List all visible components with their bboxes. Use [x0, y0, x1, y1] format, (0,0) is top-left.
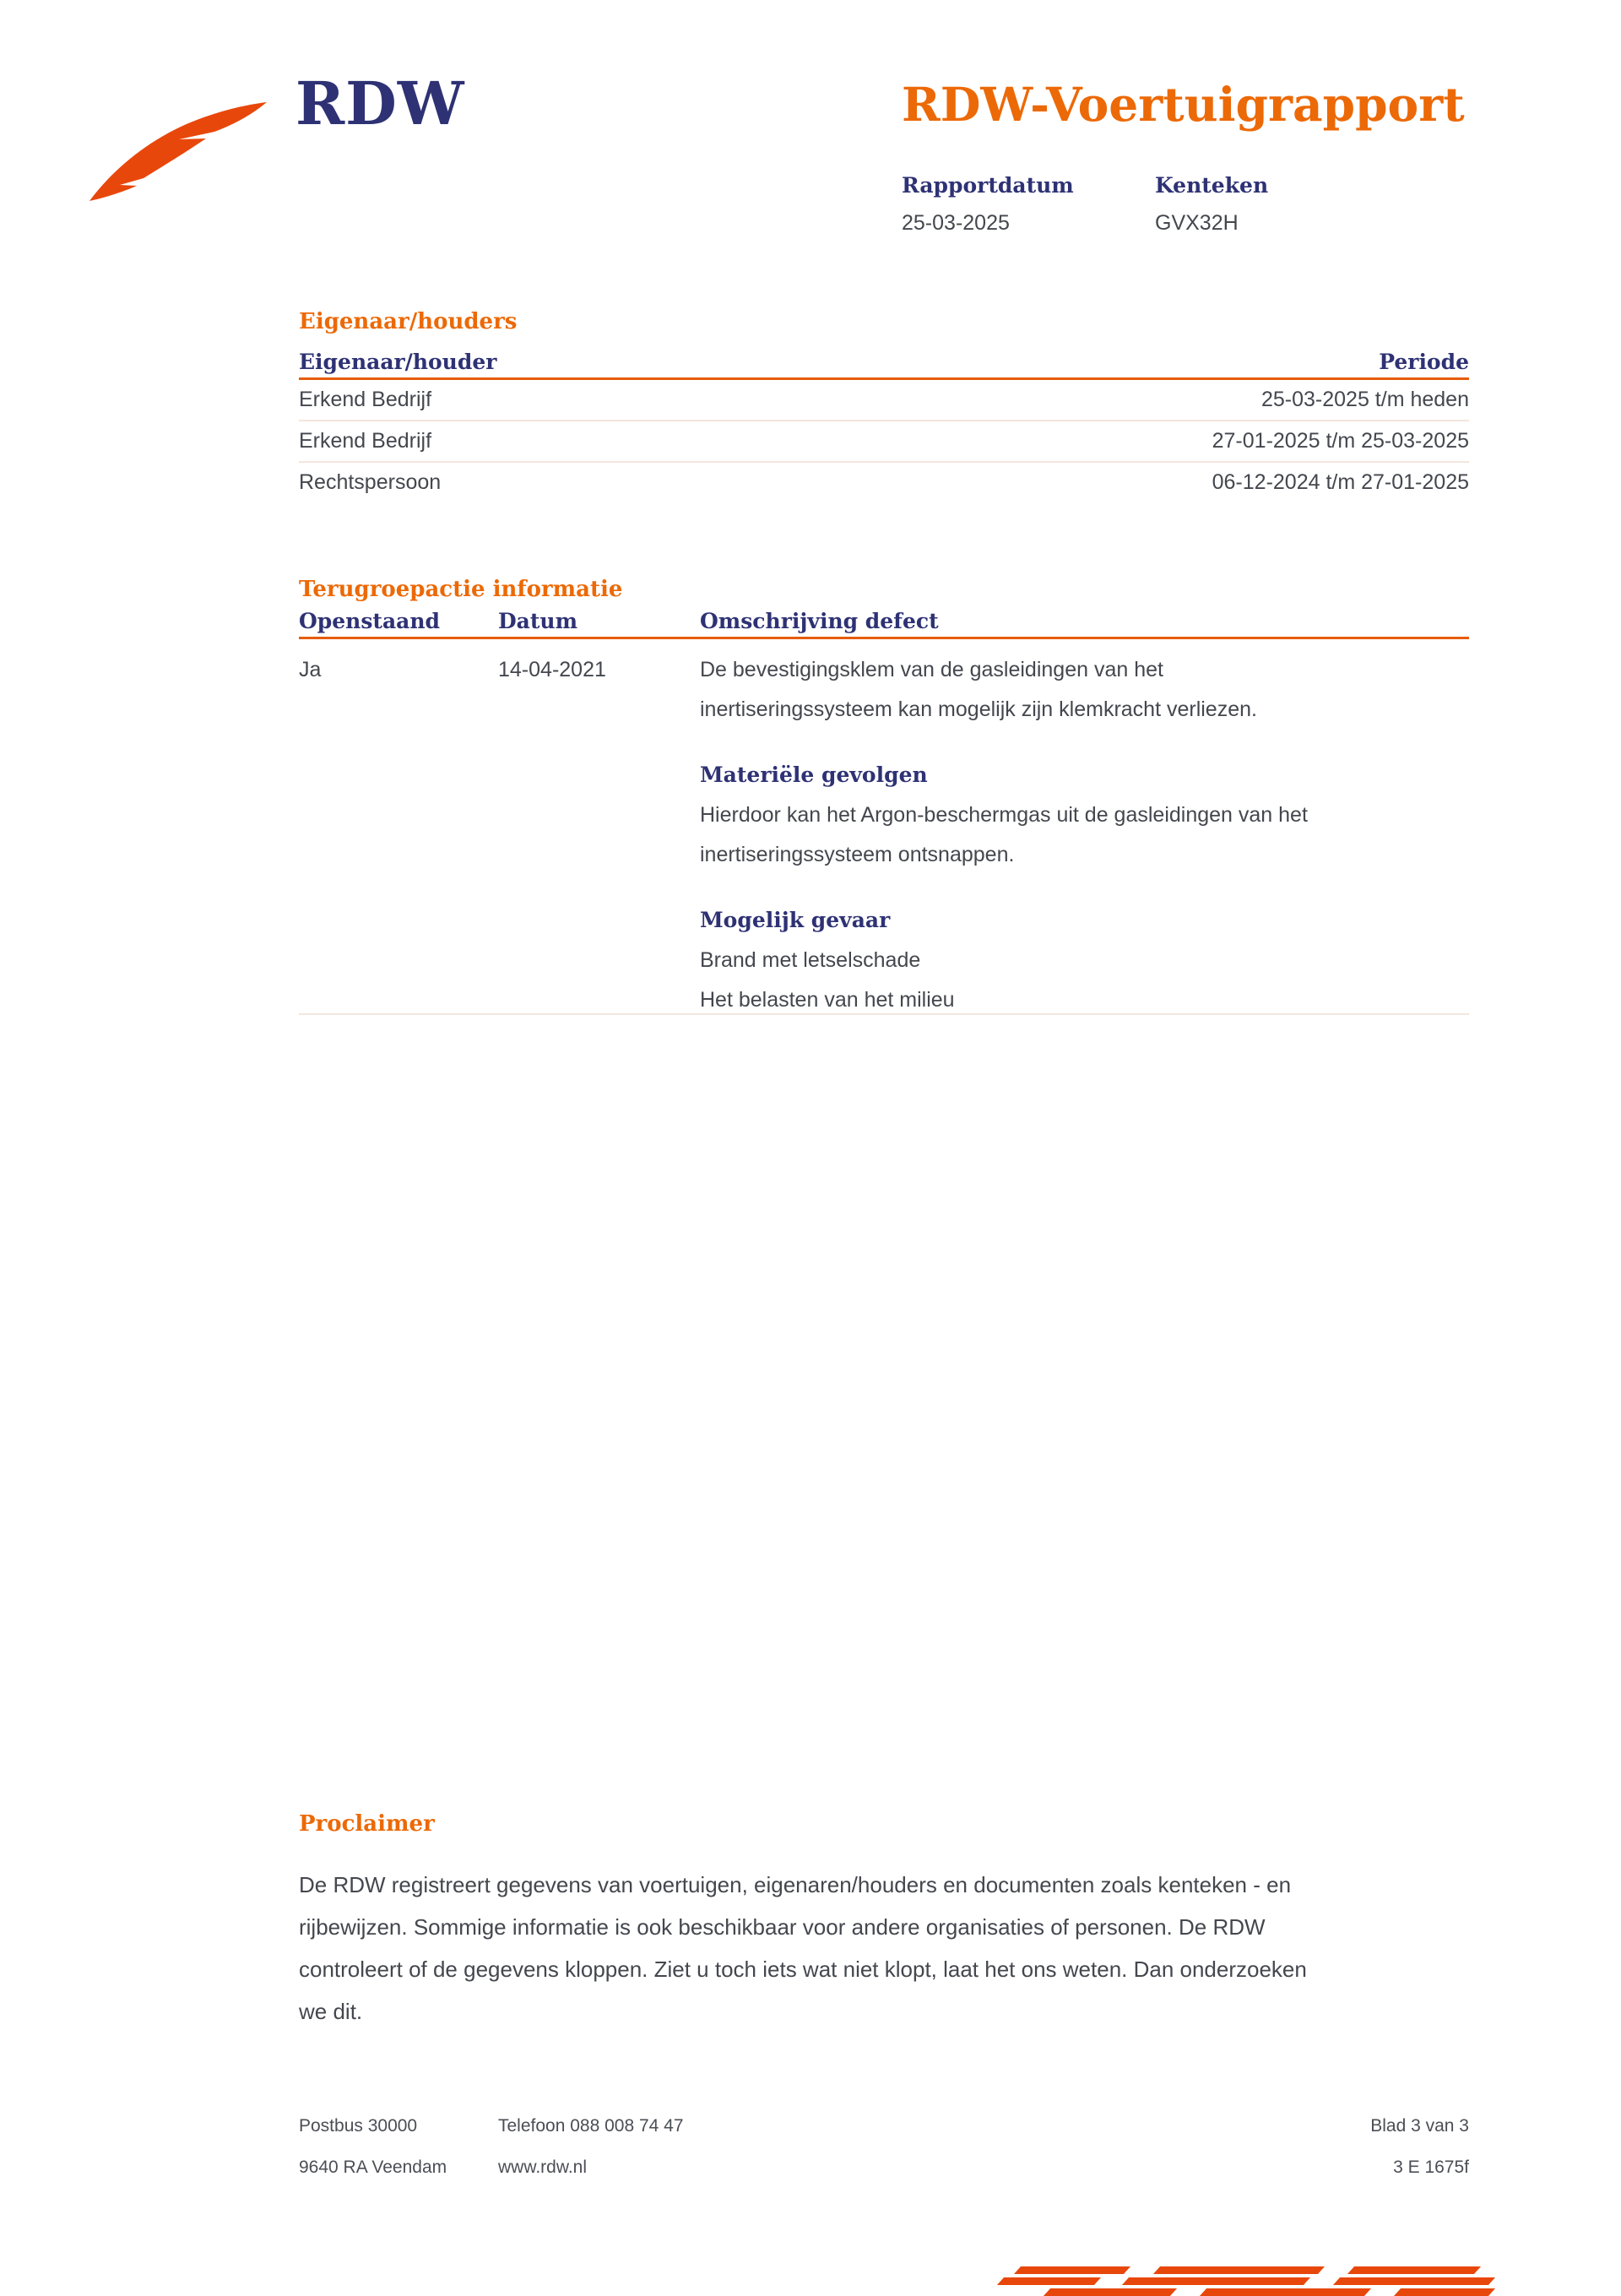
owners-section-title: Eigenaar/houders	[299, 308, 518, 334]
rdw-logo-wordmark: RDW	[295, 68, 465, 138]
proclaimer-text-line: De RDW registreert gegevens van voertuigen, eigenaren/houders en documenten zoals kenteken - en	[299, 1871, 1292, 1897]
table-row	[299, 421, 1469, 463]
rdw-logo-swoosh	[84, 91, 272, 208]
footer-postbus: Postbus 30000	[299, 2116, 418, 2136]
recall-description-line: De bevestigingsklem van de gasleidingen van het	[700, 657, 1163, 681]
page-footer	[299, 2117, 1469, 2193]
recall-section-title: Terugroepactie informatie	[299, 576, 623, 602]
recall-section	[299, 559, 1469, 1020]
footer-address-block	[299, 2117, 447, 2200]
footer-city: 9640 RA Veendam	[299, 2158, 447, 2177]
footer-website: www.rdw.nl	[498, 2158, 588, 2177]
table-row	[299, 380, 1469, 421]
footer-form-code: 3 E 1675f	[1393, 2158, 1469, 2177]
owners-col-period: Periode	[1379, 349, 1469, 374]
owner-name: Rechtspersoon	[299, 470, 442, 494]
material-consequences-title: Materiële gevolgen	[700, 762, 928, 787]
owners-section	[299, 291, 1469, 502]
report-date-value: 25-03-2025	[902, 211, 1010, 235]
recall-consequences-block	[700, 762, 1469, 1020]
report-title: RDW-Voertuigrapport	[902, 77, 1465, 132]
proclaimer-title: Proclaimer	[299, 1810, 435, 1837]
recall-open-value: Ja	[299, 657, 322, 681]
section-divider	[299, 1013, 1469, 1015]
recall-table-header	[299, 608, 1469, 639]
possible-danger-title: Mogelijk gevaar	[700, 907, 891, 932]
proclaimer-text-line: rijbewijzen. Sommige informatie is ook beschikbaar voor andere organisaties of personen. De RDW	[299, 1913, 1266, 1940]
owner-name: Erkend Bedrijf	[299, 387, 432, 411]
recall-date-value: 14-04-2021	[498, 657, 606, 681]
report-date-block	[902, 175, 1074, 234]
owner-period: 06-12-2024 t/m 27-01-2025	[1212, 470, 1469, 494]
recall-description-line: inertiseringssysteem kan mogelijk zijn klemkracht verliezen.	[700, 697, 1257, 721]
owner-period: 27-01-2025 t/m 25-03-2025	[1212, 428, 1469, 453]
table-row	[299, 639, 1469, 730]
report-date-label: Rapportdatum	[902, 173, 1074, 198]
owners-col-owner: Eigenaar/houder	[299, 349, 497, 374]
proclaimer-text-line: controleert of de gegevens kloppen. Ziet u toch iets wat niet klopt, laat het ons weten. Dan onderzoeken	[299, 1956, 1307, 1982]
proclaimer-section	[299, 1794, 1469, 2033]
recall-description	[700, 650, 1469, 730]
owner-period: 25-03-2025 t/m heden	[1260, 387, 1469, 411]
possible-danger-line: Brand met letselschade	[700, 947, 921, 972]
footer-stripes-graphic	[1000, 2266, 1492, 2296]
license-plate-block	[1155, 175, 1268, 234]
owners-table-header	[299, 351, 1469, 380]
recall-col-description: Omschrijving defect	[700, 608, 939, 633]
footer-phone: Telefoon 088 008 74 47	[498, 2116, 684, 2136]
material-consequences-line: inertiseringssysteem ontsnappen.	[700, 842, 1015, 866]
table-row	[299, 463, 1469, 502]
recall-col-open: Openstaand	[299, 608, 441, 633]
possible-danger-line: Het belasten van het milieu	[700, 987, 955, 1012]
footer-contact-block	[498, 2117, 684, 2200]
footer-page-block	[1370, 2117, 1469, 2200]
license-plate-value: GVX32H	[1155, 211, 1239, 235]
footer-page-number: Blad 3 van 3	[1370, 2116, 1469, 2136]
material-consequences-line: Hierdoor kan het Argon-beschermgas uit de gasleidingen van het	[700, 802, 1308, 827]
recall-col-date: Datum	[498, 608, 578, 633]
license-plate-label: Kenteken	[1155, 173, 1269, 198]
owner-name: Erkend Bedrijf	[299, 428, 432, 453]
proclaimer-text-line: we dit.	[299, 1998, 363, 2024]
